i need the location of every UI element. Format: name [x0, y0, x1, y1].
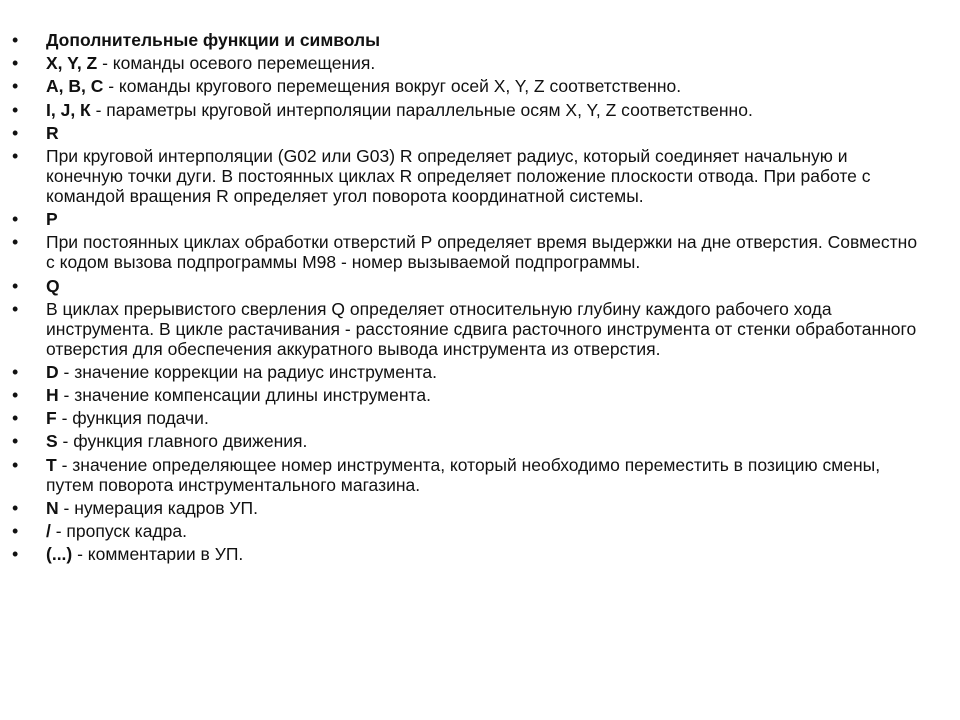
item-text: - значение компенсации длины инструмента. [58, 385, 431, 406]
item-key: F [46, 408, 57, 429]
list-item [12, 30, 922, 50]
bullet-icon: • [12, 99, 19, 120]
list-item [12, 408, 922, 428]
item-text: При постоянных циклах обработки отверстий Р определяет время выдержки на дне отверстия. Совместно с кодом вызова подпрограммы М98 - номер вызываемой подпрограммы. [46, 232, 918, 273]
bullet-list [12, 30, 922, 567]
item-text: - комментарии в УП. [72, 544, 244, 565]
item-text: При круговой интерполяции (G02 или G03) R определяет радиус, который соединяет начальную и конечную точки дуги. В постоянных циклах R определяет положение плоскости отвода. При работе с командой вращения R определяет угол поворота координатной системы. [46, 145, 871, 206]
bullet-icon: • [12, 209, 19, 230]
item-key: R [46, 122, 59, 143]
item-key: N [46, 497, 59, 518]
bullet-icon: • [12, 521, 19, 541]
item-text: - значение определяющее номер инструмента, который необходимо переместить в позицию смены, путем поворота инструментального магазина. [46, 454, 881, 495]
list-item [12, 385, 922, 405]
item-key: X, Y, Z [46, 53, 98, 74]
item-text: - значение коррекции на радиус инструмента. [58, 361, 438, 382]
list-item [12, 53, 922, 73]
bullet-icon: • [12, 122, 19, 143]
bullet-icon: • [12, 408, 19, 429]
item-text: - команды кругового перемещения вокруг осей X, Y, Z соответственно. [103, 76, 682, 97]
list-item [12, 76, 922, 96]
item-key: Н [46, 385, 59, 406]
list-item [12, 232, 922, 272]
bullet-icon: • [12, 385, 19, 406]
item-key: Р [46, 209, 58, 230]
bullet-icon: • [12, 275, 19, 296]
list-item [12, 544, 922, 564]
list-item [12, 362, 922, 382]
item-key: Q [46, 275, 60, 296]
item-text: - параметры круговой интерполяции параллельные осям X, Y, Z соответственно. [90, 99, 753, 120]
item-text: - нумерация кадров УП. [58, 497, 258, 518]
item-text: - функция главного движения. [57, 431, 308, 452]
item-key: / [46, 521, 51, 541]
list-item [12, 498, 922, 518]
list-item [12, 521, 922, 541]
bullet-icon: • [12, 53, 19, 74]
list-item [12, 100, 922, 120]
list-item [12, 431, 922, 451]
bullet-icon: • [12, 76, 19, 97]
item-key: (...) [46, 544, 73, 565]
bullet-icon: • [12, 145, 19, 166]
item-key: I, J, К [46, 99, 91, 120]
item-key: Т [46, 454, 57, 475]
item-text: - команды осевого перемещения. [97, 53, 376, 74]
item-key: D [46, 361, 59, 382]
bullet-icon: • [12, 361, 19, 382]
item-text: - функция подачи. [56, 408, 209, 429]
bullet-icon: • [12, 30, 19, 50]
bullet-icon: • [12, 298, 19, 319]
list-item [12, 455, 922, 495]
item-key: Дополнительные функции и символы [46, 30, 381, 50]
list-item [12, 209, 922, 229]
item-key: А, В, С [46, 76, 104, 97]
list-item [12, 276, 922, 296]
bullet-icon: • [12, 544, 19, 565]
list-item [12, 123, 922, 143]
item-text: В циклах прерывистого сверления Q определяет относительную глубину каждого рабочего хода инструмента. В цикле растачивания - расстояние сдвига расточного инструмента от стенки обработанного отверстия для обеспечения аккуратного вывода инструмента из отверстия. [46, 298, 917, 359]
item-text: - пропуск кадра. [50, 521, 187, 541]
bullet-icon: • [12, 497, 19, 518]
list-item [12, 146, 922, 206]
bullet-icon: • [12, 232, 19, 253]
bullet-icon: • [12, 431, 19, 452]
bullet-icon: • [12, 454, 19, 475]
list-item [12, 299, 922, 359]
item-key: S [46, 431, 58, 452]
